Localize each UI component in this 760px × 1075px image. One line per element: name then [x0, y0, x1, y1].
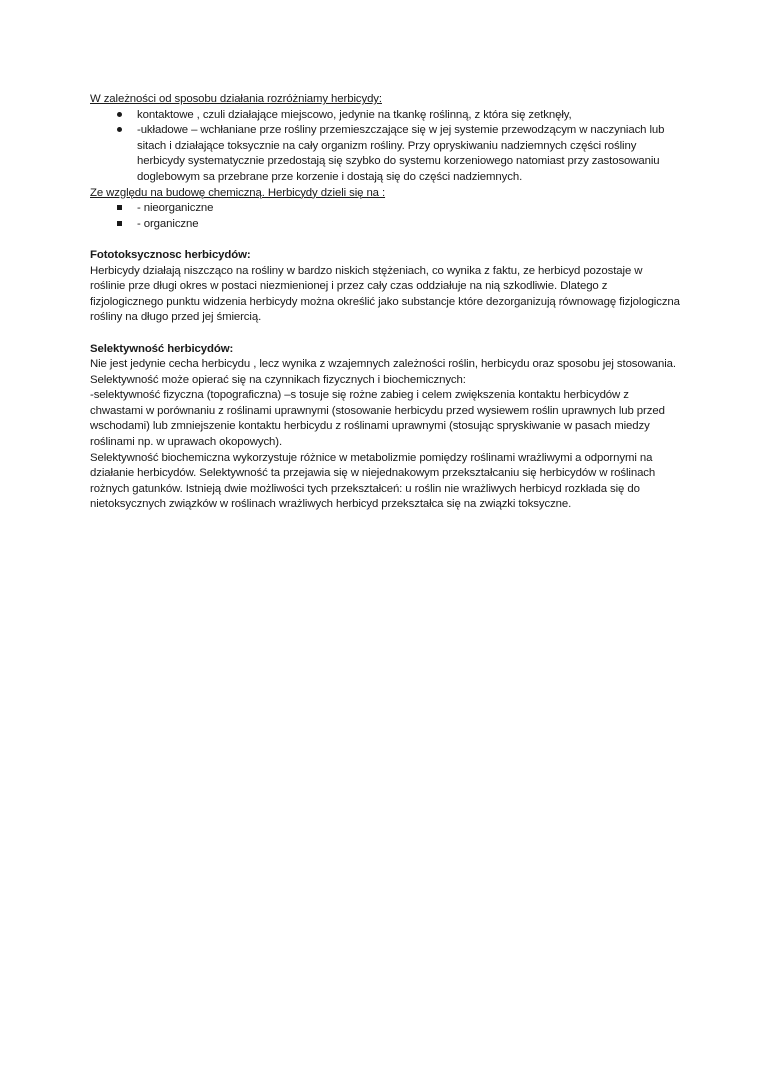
list-item — [90, 123, 680, 185]
phytotox-body: Herbicydy działają niszcząco na rośliny w bardzo niskich stężeniach, co wynika z faktu, ze herbicyd pozostaje w roślinie prze długi okres w postaci niezmienionej i przez cały czas oddziałuje na nią szkodliwie. Dlatego z fizjologicznego punktu widzenia herbicydy można określić jako substancje które dezorganizują równowagę fizjologiczna rośliny na długo przed jej śmiercią. — [90, 264, 680, 324]
list-item — [90, 217, 680, 233]
list-item-text: kontaktowe , czuli działające miejscowo, jedynie na tkankę roślinną, z która się zetknęły, — [137, 108, 572, 121]
chemical-heading: Ze względu na budowę chemiczną. Herbicydy dzieli się na : — [90, 186, 386, 199]
bullet-square-icon — [112, 217, 126, 233]
list-item-text: -układowe – wchłaniane prze rośliny przemieszczające się w jej systemie przewodzącym w naczyniach lub sitach i działające toksycznie na cały organizm rośliny. Przy opryskiwaniu nadziemnych części rośliny herbicydy systematycznie przedostają się szybko do systemu korzeniowego natomiast przy zastosowaniu doglebowym sa przebrane prze korzenie i dostają się do części nadziemnych. — [137, 124, 665, 183]
chemical-type-list — [90, 201, 680, 232]
bullet-dot-icon — [112, 123, 126, 139]
list-item-text: - organiczne — [137, 217, 199, 230]
list-item-text: - nieorganiczne — [137, 202, 214, 215]
bullet-square-icon — [112, 201, 126, 217]
herbicide-action-list — [90, 108, 680, 186]
intro-heading: W zależności od sposobu działania rozróżniamy herbicydy: — [90, 93, 382, 105]
selectivity-heading: Selektywność herbicydów: — [90, 342, 234, 355]
bullet-dot-icon — [112, 108, 126, 124]
list-item — [90, 201, 680, 217]
selectivity-paragraph-3: Selektywność biochemiczna wykorzystuje różnice w metabolizmie pomiędzy roślinami wrażliwymi a odpornymi na działanie herbicydów. Selektywność ta przejawia się w niejednakowym przekształcaniu się herbicydów w roślinach rożnych gatunków. Istnieją dwie możliwości tych przekształceń: u roślin nie wrażliwych herbicyd rozkłada się do nietoksycznych związków w roślinach wrażliwych herbicyd przekształca się na związki toksyczne. — [90, 451, 656, 511]
list-item — [90, 108, 680, 124]
selectivity-paragraph-1: Nie jest jedynie cecha herbicydu , lecz wynika z wzajemnych zależności roślin, herbicydu oraz sposobu jej stosowania. Selektywność może opierać się na czynnikach fizycznych i biochemicznych: — [90, 358, 676, 386]
selectivity-paragraph-2: -selektywność fizyczna (topograficzna) –s tosuje się rożne zabieg i celem zwiększenia kontaktu herbicydów z chwastami w porównaniu z roślinami uprawnymi (stosowanie herbicydu przed wysiewem roślin uprawnych lub przed wschodami) lub zmniejszenie kontaktu herbicydu z roślinami uprawnymi (stosując spryskiwanie w pasach miedzy roślinami np. w uprawach okopowych). — [90, 389, 665, 449]
document-page — [90, 92, 680, 513]
phytotox-heading: Fototoksycznosc herbicydów: — [90, 248, 251, 261]
